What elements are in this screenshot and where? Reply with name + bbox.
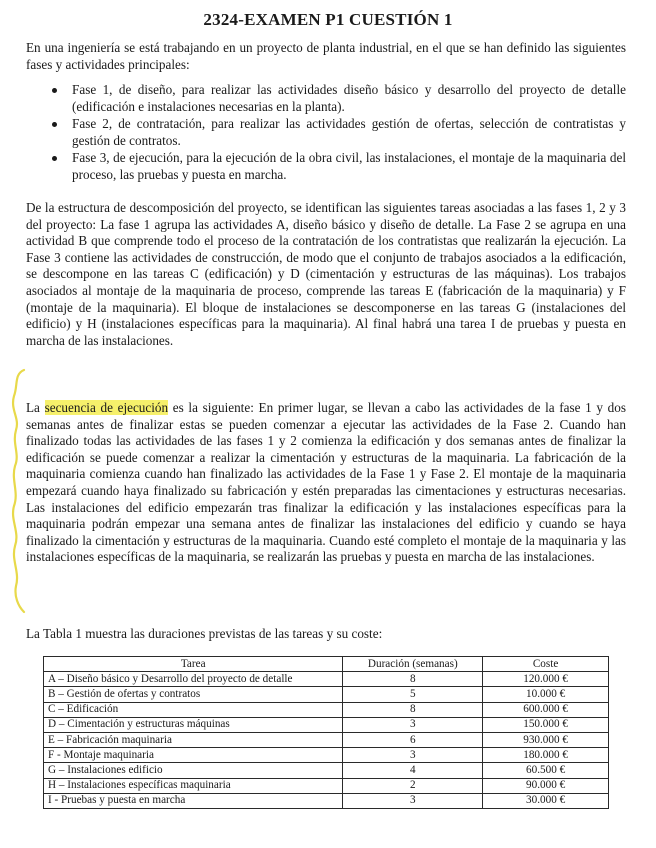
task-cell: B – Gestión de ofertas y contratos — [44, 687, 343, 702]
task-cell: F - Montaje maquinaria — [44, 748, 343, 763]
cost-cell: 180.000 € — [483, 748, 609, 763]
phase-item-3: Fase 3, de ejecución, para la ejecución de la obra civil, las instalaciones, el montaje de la maquinaria del proceso, las pruebas y puesta en marcha. — [26, 150, 626, 183]
table-row — [44, 687, 609, 702]
sequence-body: es la siguiente: En primer lugar, se llevan a cabo las actividades de la fase 1 y dos semanas antes de finalizar estas se pueden comenzar a ejecutar las actividades de la Fase 2. Cuando han finalizado todas las actividades de las fases 1 y 2 comienza la edificación y dos semanas antes de finalizar la edificación se puede comenzar a realizar la cimentación y estructuras de la maquinaria. La fabricación de la maquinaria comienza cuando han finalizado las actividades de la Fase 1 y Fase 2. El montaje de la maquinaria empezará cuando haya finalizado su fabricación y estén preparadas las cimentaciones y estructuras necesarias. Las instalaciones del edificio empezarán tras finalizar la edificación y las instalaciones específicas para la maquinaria podrán empezar una semana antes de finalizar las instalaciones del edificio y cuando se haya finalizado la cimentación y estructuras de la maquinaria. Cuando esté completo el montaje de la maquinaria y las instalaciones específicas de la maquinaria, se realizarán las pruebas y puesta en marcha de las instalaciones. — [26, 400, 626, 565]
task-cell: E – Fabricación maquinaria — [44, 732, 343, 747]
cost-cell: 30.000 € — [483, 793, 609, 808]
highlighted-phrase: secuencia de ejecución — [44, 400, 169, 415]
cost-cell: 600.000 € — [483, 702, 609, 717]
header-duration: Duración (semanas) — [343, 657, 483, 672]
task-cell: C – Edificación — [44, 702, 343, 717]
duration-cell: 8 — [343, 702, 483, 717]
sequence-paragraph — [26, 400, 626, 566]
table-row — [44, 763, 609, 778]
duration-cell: 4 — [343, 763, 483, 778]
table-row — [44, 793, 609, 808]
cost-cell: 120.000 € — [483, 672, 609, 687]
task-cell: G – Instalaciones edificio — [44, 763, 343, 778]
duration-cell: 5 — [343, 687, 483, 702]
task-cell: H – Instalaciones específicas maquinaria — [44, 778, 343, 793]
table-row — [44, 672, 609, 687]
table-row — [44, 748, 609, 763]
task-cell: A – Diseño básico y Desarrollo del proyecto de detalle — [44, 672, 343, 687]
duration-cell: 2 — [343, 778, 483, 793]
table-intro: La Tabla 1 muestra las duraciones previstas de las tareas y su coste: — [26, 626, 383, 641]
cost-cell: 90.000 € — [483, 778, 609, 793]
duration-cell: 3 — [343, 748, 483, 763]
table-header-row — [44, 657, 609, 672]
cost-cell: 150.000 € — [483, 717, 609, 732]
table-row — [44, 778, 609, 793]
table-row — [44, 702, 609, 717]
task-cell: I - Pruebas y puesta en marcha — [44, 793, 343, 808]
sequence-lead: La — [26, 400, 45, 415]
phase-list — [26, 82, 626, 185]
cost-cell: 60.500 € — [483, 763, 609, 778]
tasks-table — [43, 656, 609, 809]
table-row — [44, 732, 609, 747]
page-title: 2324-EXAMEN P1 CUESTIÓN 1 — [203, 10, 453, 29]
duration-cell: 3 — [343, 717, 483, 732]
intro-paragraph: En una ingeniería se está trabajando en un proyecto de planta industrial, en el que se han definido las siguientes fases y actividades principales: — [26, 40, 626, 72]
phase-item-1: Fase 1, de diseño, para realizar las actividades diseño básico y desarrollo del proyecto de detalle (edificación e instalaciones necesarias en la planta). — [26, 82, 626, 115]
phase-item-2: Fase 2, de contratación, para realizar las actividades gestión de ofertas, selección de contratistas y gestión de contratos. — [26, 116, 626, 149]
cost-cell: 10.000 € — [483, 687, 609, 702]
header-task: Tarea — [44, 657, 343, 672]
structure-paragraph: De la estructura de descomposición del proyecto, se identifican las siguientes tareas asociadas a las fases 1, 2 y 3 del proyecto: La fase 1 agrupa las actividades A, diseño básico y diseño de detalle. La Fase 2 se agrupa en una actividad B que comprende todo el proceso de la contratación de los contratistas que realizarán la ejecución. La Fase 3 contiene las actividades de construcción, de modo que el conjunto de trabajos asociados a la edificación, se descompone en las tareas C (edificación) y D (cimentación y estructuras de las máquinas). Los trabajos asociados al montaje de la maquinaria de proceso, comprende las tareas E (fabricación de la maquinaria) y F (montaje de la maquinaria). El bloque de instalaciones se descomponerse en las tareas G (instalaciones del edificio) y H (instalaciones específicas para la maquinaria). Al final habrá una tarea I de pruebas y puesta en marcha de las instalaciones. — [26, 200, 626, 348]
header-cost: Coste — [483, 657, 609, 672]
duration-cell: 8 — [343, 672, 483, 687]
table-row — [44, 717, 609, 732]
duration-cell: 3 — [343, 793, 483, 808]
cost-cell: 930.000 € — [483, 732, 609, 747]
task-cell: D – Cimentación y estructuras máquinas — [44, 717, 343, 732]
duration-cell: 6 — [343, 732, 483, 747]
